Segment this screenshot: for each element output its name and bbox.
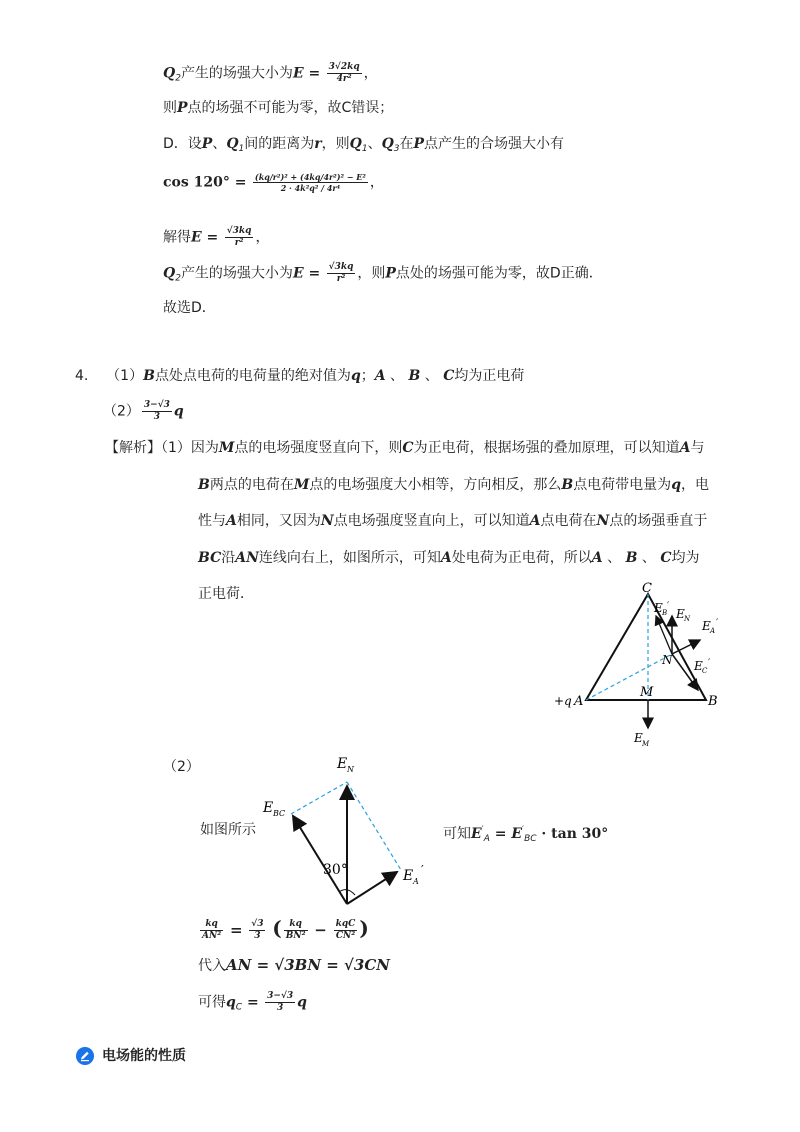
label-m: M [640,685,654,700]
label-ea: E [702,619,711,633]
label-ebc: E [263,800,274,816]
label-ea: E [403,868,414,884]
fraction: $\frac{√3kq}{\text{r²}}$ [328,262,354,284]
label-n: N [662,653,673,667]
analysis-line-3: 性与A相同，又因为N点电场强度竖直向上，可以知道A点电荷在N点的场强垂直于 [198,513,708,529]
solution-line-d-correct: $Q_2$产生的场强大小为E = $\frac{√3kq}{\text{r²}}$ ，则P点处的场强可能为零，故D正确． [163,262,603,284]
label-en-sub: N [347,765,354,774]
question-number: 4. [75,368,89,384]
fraction: $\frac{3-√3}{3}$ [267,991,294,1013]
solution-line-cos-equation: cos 120° = $\frac{\text{(kq/r²)² + (4kq/4r²)² − E²}}{\text{2 · 4k²q² / 4r⁴}}$ ， [163,172,384,193]
analysis-line-5: 正电荷． [198,586,254,602]
vector-triangle-diagram [255,752,445,912]
question-4-answer-2: （2） $\frac{3-√3}{3}$ q [103,400,184,422]
solution-line-solve-e: 解得E = $\frac{√3kq}{\text{r²}}$ ， [163,226,270,248]
solution-line-c-wrong: 则P点的场强不可能为零，故C错误； [163,100,394,116]
label-ea-prime: ′ [716,618,719,629]
fraction: $\frac{√3kq}{\text{r²}}$ [226,226,252,248]
label-ec-sub: C [702,667,708,675]
label-em-sub: M [642,740,650,748]
angle-label: 30° [323,862,348,878]
fraction: $\frac{kq}{\text{AN²}}$ [202,919,222,941]
fraction: $\frac{\text{(kq/r²)² + (4kq/4r²)² − E²}}{\text{2 · 4k²q² / 4r⁴}}$ [254,172,366,193]
part-2-label: （2） [163,759,200,775]
dashed-en-ea [347,782,401,870]
pencil-icon [76,1047,94,1065]
label-eb-sub: B [662,609,668,617]
label-plus-q: +q [554,694,572,708]
vector-ea-prime [347,872,397,904]
analysis-line-1: 【解析】（1）因为M点的电场强度竖直向下，则C为正电荷，根据场强的叠加原理，可以知道A与 [105,440,705,456]
label-a: A [574,694,584,709]
fraction: $\frac{√3}{3}$ [251,919,264,941]
fraction: $\frac{3√2kq}{\text{4r²}}$ [328,62,360,84]
triangle-field-diagram [548,578,728,753]
fraction: $\frac{\text{kqC}}{\text{CN²}}$ [335,919,356,941]
fraction: $\frac{kq}{\text{BN²}}$ [285,919,306,941]
fraction: $\frac{3-√3}{3}$ [143,400,170,422]
label-ea-sub: A [413,877,419,886]
part-2-figure-caption: 如图所示 [200,822,256,838]
dashed-ebc-en [291,782,347,814]
section-title: 电场能的性质 [102,1048,186,1064]
question-4-answer-1: 4. （1）B点处点电荷的电荷量的绝对值为q；A 、 B 、 C均为正电荷 [75,368,525,384]
label-ec: E [694,659,703,673]
label-en-sub: N [684,615,691,623]
label-ea-sub: A [710,627,716,635]
formula-substitute: 代入AN = √3BN = √3CN [198,956,391,974]
label-c: C [642,581,652,596]
analysis-line-4: BC沿AN连线向右上，如图所示，可知A处电荷为正电荷，所以A 、 B 、 C均为 [198,550,700,566]
label-ebc-sub: BC [273,809,286,818]
label-en: E [337,756,348,772]
analysis-tag: 【解析】 [105,440,161,456]
analysis-line-2: B两点的电荷在M点的电场强度大小相等，方向相反，那么B点电荷带电量为q，电 [198,477,709,493]
solution-line-q2-field: $Q_2$产生的场强大小为E = $\frac{3√2kq}{\text{4r²}}$ ， [163,62,378,84]
formula-field-balance: $\frac{kq}{\text{AN²}}$ = $\frac{√3}{3}$ ( $\frac{kq}{\text{BN²}}$ − $\frac{\text{kqC}}{\text{CN²}}$ ) [202,916,369,941]
label-ec-prime: ′ [708,658,711,669]
part-2-known-equation: 可知$E'_A = E'_{BC} \cdot \tan 30^\circ$ [443,825,609,844]
label-b: B [708,694,718,709]
label-em: E [634,731,643,745]
section-header [76,1046,186,1066]
label-ea-prime: ′ [421,863,424,877]
solution-line-d-setup: D．设P、$Q_1$间的距离为r，则$Q_1$、$Q_3$在P点产生的合场强大小有 [163,136,565,154]
vector-ebc [293,816,347,904]
label-eb-prime: ′ [667,601,670,612]
solution-line-answer: 故选D． [163,300,216,316]
label-en: E [676,607,685,621]
label-eb: E [654,601,663,615]
formula-result: 可得$q_C$ = $\frac{3-√3}{3}$ q [198,991,307,1013]
